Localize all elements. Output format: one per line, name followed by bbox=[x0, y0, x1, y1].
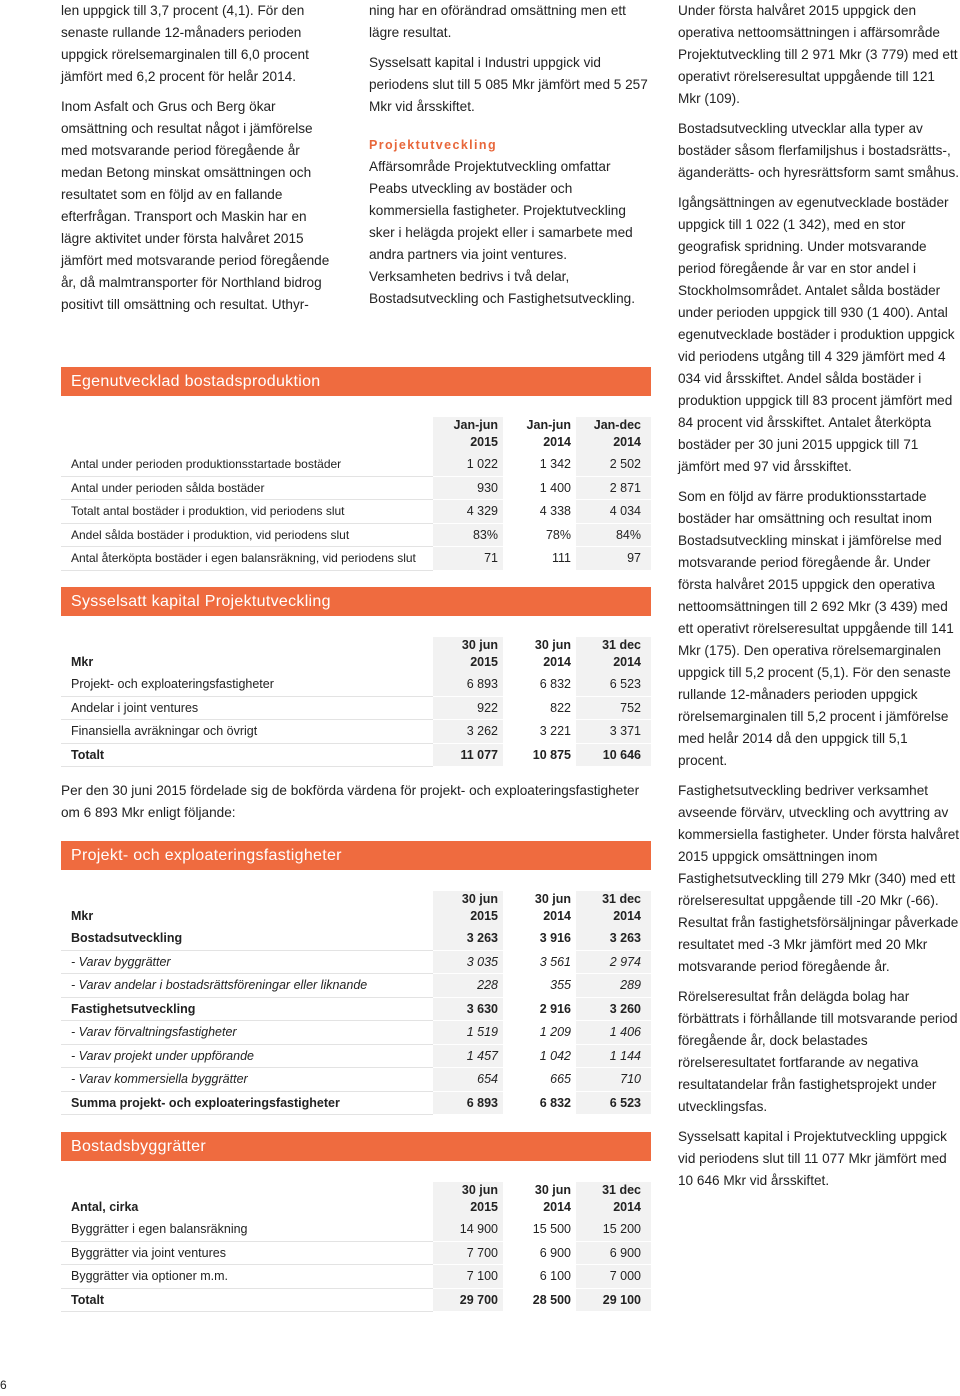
table-cell: 2 974 bbox=[576, 950, 651, 974]
table-projekt-exploateringsfastigheter bbox=[61, 841, 651, 1115]
row-label: Antal återköpta bostäder i egen balansräkning, vid periodens slut bbox=[61, 547, 433, 571]
table-cell: 1 519 bbox=[433, 1021, 503, 1045]
table-row bbox=[61, 1021, 651, 1045]
column-header: 30 jun 2014 bbox=[503, 1182, 576, 1218]
table-cell: 710 bbox=[576, 1068, 651, 1092]
paragraph: Affärsområde Projektutveckling omfattar Peabs utveckling av bostäder och kommersiella fastigheter. Projektutveckling sker i helägda projekt eller i samarbete med andra partners via joint ventures. Verksamheten bedrivs i två delar, Bostadsutveckling och Fastighetsutveckling. bbox=[369, 159, 635, 306]
table-cell: 7 000 bbox=[576, 1265, 651, 1289]
table-cell: 1 457 bbox=[433, 1044, 503, 1068]
table-bostadsbyggratter bbox=[61, 1132, 651, 1312]
table-row bbox=[61, 997, 651, 1021]
paragraph: Under första halvåret 2015 uppgick den operativa nettoomsättningen i affärsområde Projektutveckling till 2 971 Mkr (3 779) med ett operativt rörelseresultat uppgående till 121 Mkr (109). bbox=[678, 3, 958, 106]
table-cell: 29 100 bbox=[576, 1288, 651, 1312]
table-cell: 930 bbox=[433, 476, 503, 500]
table-cell: 2 502 bbox=[576, 453, 651, 476]
table-row bbox=[61, 523, 651, 547]
text-column-1 bbox=[61, 0, 339, 324]
table-cell: 14 900 bbox=[433, 1218, 503, 1241]
paragraph: ning har en oförändrad omsättning men ett lägre resultat. bbox=[369, 3, 626, 40]
table-row bbox=[61, 673, 651, 696]
row-label: - Varav kommersiella byggrätter bbox=[61, 1068, 433, 1092]
table-row bbox=[61, 476, 651, 500]
table-header-row bbox=[61, 891, 651, 927]
table-cell: 6 893 bbox=[433, 1091, 503, 1115]
table-cell: 752 bbox=[576, 696, 651, 720]
table-cell: 2 871 bbox=[576, 476, 651, 500]
paragraph: Sysselsatt kapital i Industri uppgick vid periodens slut till 5 085 Mkr jämfört med 5 257 Mkr vid årsskiftet. bbox=[369, 55, 648, 114]
table-cell: 7 700 bbox=[433, 1241, 503, 1265]
table-row bbox=[61, 927, 651, 950]
paragraph: Inom Asfalt och Grus och Berg ökar omsättning och resultat något i jämförelse med motsvarande period föregående år medan Betong minskat omsättningen och resultatet som en följd av en fallande efterfrågan. Transport och Maskin har en lägre aktivitet under första halvåret 2015 jämfört med motsvarande period föregående år, då malmtransporter för Northland bidrog positivt till omsättning och resultat. Uthyr- bbox=[61, 99, 330, 312]
column-header: Jan-dec 2014 bbox=[576, 417, 651, 453]
page-number: 6 bbox=[0, 1378, 7, 1392]
table-row bbox=[61, 1068, 651, 1092]
table-row bbox=[61, 974, 651, 998]
row-label: Andelar i joint ventures bbox=[61, 696, 433, 720]
table-row bbox=[61, 696, 651, 720]
table-cell: 1 144 bbox=[576, 1044, 651, 1068]
table-row bbox=[61, 743, 651, 767]
table-cell: 10 646 bbox=[576, 743, 651, 767]
table-cell: 4 034 bbox=[576, 500, 651, 524]
table-cell: 29 700 bbox=[433, 1288, 503, 1312]
table-cell: 2 916 bbox=[503, 997, 576, 1021]
column-header: 31 dec 2014 bbox=[576, 637, 651, 673]
table-header-row bbox=[61, 417, 651, 453]
table-cell: 3 263 bbox=[433, 927, 503, 950]
table-row bbox=[61, 547, 651, 571]
table-cell: 3 371 bbox=[576, 720, 651, 744]
table-row bbox=[61, 453, 651, 476]
row-label: - Varav byggrätter bbox=[61, 950, 433, 974]
row-label: Finansiella avräkningar och övrigt bbox=[61, 720, 433, 744]
text-column-2 bbox=[369, 0, 652, 318]
paragraph: Som en följd av färre produktionsstartade bostäder har omsättning och resultat inom Bostadsutveckling minskat i jämförelse med motsvarande period föregående år. Under första halvåret 2015 uppgick den operativa nettoomsättningen till 2 692 Mkr (3 439) med ett operativt rörelseresultat uppgående till 141 Mkr (175). Den operativa rörelsemarginalen uppgick till 5,2 procent (5,1). För den senaste rullande 12-månaders perioden uppgick rörelsemarginalen till 5,2 procent i jämförelse med helår 2014 då den uppgick till 5,1 procent. bbox=[678, 489, 954, 768]
column-header-label: Antal, cirka bbox=[61, 1182, 433, 1218]
row-label: Projekt- och exploateringsfastigheter bbox=[61, 673, 433, 696]
table-cell: 822 bbox=[503, 696, 576, 720]
table-row bbox=[61, 720, 651, 744]
column-header-label bbox=[61, 417, 433, 453]
table-cell: 1 209 bbox=[503, 1021, 576, 1045]
table-cell: 71 bbox=[433, 547, 503, 571]
table-cell: 1 406 bbox=[576, 1021, 651, 1045]
paragraph: Sysselsatt kapital i Projektutveckling uppgick vid periodens slut till 11 077 Mkr jämfört med 10 646 Mkr vid årsskiftet. bbox=[678, 1129, 947, 1188]
table-cell: 83% bbox=[433, 523, 503, 547]
table-row bbox=[61, 1091, 651, 1115]
table-cell: 1 022 bbox=[433, 453, 503, 476]
column-header: 30 jun 2015 bbox=[433, 891, 503, 927]
table-cell: 3 035 bbox=[433, 950, 503, 974]
table-cell: 6 832 bbox=[503, 673, 576, 696]
table-cell: 84% bbox=[576, 523, 651, 547]
table-cell: 6 523 bbox=[576, 673, 651, 696]
row-label: Summa projekt- och exploateringsfastigheter bbox=[61, 1091, 433, 1115]
table-cell: 228 bbox=[433, 974, 503, 998]
table-cell: 1 342 bbox=[503, 453, 576, 476]
table-cell: 3 561 bbox=[503, 950, 576, 974]
table-row bbox=[61, 500, 651, 524]
table-cell: 6 900 bbox=[576, 1241, 651, 1265]
table-row bbox=[61, 1241, 651, 1265]
table-cell: 3 260 bbox=[576, 997, 651, 1021]
table-header-row bbox=[61, 1182, 651, 1218]
table-title: Projekt- och exploateringsfastigheter bbox=[61, 841, 651, 870]
paragraph: Fastighetsutveckling bedriver verksamhet avseende förvärv, utveckling och avyttring av kommersiella fastigheter. Under första halvåret 2015 uppgick omsättningen inom Fastighetsutveckling till 279 Mkr (340) med ett rörelseresultat uppgående till -20 Mkr (-66). Resultat från fastighetsförsäljningar påverkade resultatet med -3 Mkr jämfört med 20 Mkr motsvarande period föregående år. bbox=[678, 783, 960, 974]
row-label: Antal under perioden sålda bostäder bbox=[61, 476, 433, 500]
row-label: Antal under perioden produktionsstartade bostäder bbox=[61, 453, 433, 476]
table-cell: 15 500 bbox=[503, 1218, 576, 1241]
section-subheading: Projektutveckling bbox=[369, 138, 497, 152]
table-cell: 7 100 bbox=[433, 1265, 503, 1289]
table-cell: 6 832 bbox=[503, 1091, 576, 1115]
table-cell: 15 200 bbox=[576, 1218, 651, 1241]
row-label: Fastighetsutveckling bbox=[61, 997, 433, 1021]
table-cell: 4 329 bbox=[433, 500, 503, 524]
table-cell: 6 893 bbox=[433, 673, 503, 696]
table-cell: 6 900 bbox=[503, 1241, 576, 1265]
table-title: Sysselsatt kapital Projektutveckling bbox=[61, 587, 651, 616]
table-cell: 111 bbox=[503, 547, 576, 571]
column-header: Jan-jun 2014 bbox=[503, 417, 576, 453]
table-row bbox=[61, 1044, 651, 1068]
column-header: 30 jun 2014 bbox=[503, 891, 576, 927]
table-cell: 4 338 bbox=[503, 500, 576, 524]
table-cell: 1 400 bbox=[503, 476, 576, 500]
table-cell: 665 bbox=[503, 1068, 576, 1092]
column-header-label: Mkr bbox=[61, 891, 433, 927]
data-table bbox=[61, 1182, 651, 1312]
row-label: Totalt bbox=[61, 743, 433, 767]
column-header: 31 dec 2014 bbox=[576, 891, 651, 927]
paragraph: Rörelseresultat från delägda bolag har förbättrats i förhållande till motsvarande period föregående år, dock belastades rörelseresultatet fortfarande av negativa resultatandelar från fastighetsprojekt under utvecklingsfas. bbox=[678, 989, 958, 1114]
table-row bbox=[61, 1265, 651, 1289]
table-cell: 28 500 bbox=[503, 1288, 576, 1312]
table-row bbox=[61, 950, 651, 974]
column-header: 31 dec 2014 bbox=[576, 1182, 651, 1218]
paragraph: Per den 30 juni 2015 fördelade sig de bokförda värdena för projekt- och exploateringsfastigheter om 6 893 Mkr enligt följande: bbox=[61, 783, 640, 820]
table-cell: 78% bbox=[503, 523, 576, 547]
table-cell: 3 263 bbox=[576, 927, 651, 950]
row-label: Byggrätter via joint ventures bbox=[61, 1241, 433, 1265]
table-cell: 654 bbox=[433, 1068, 503, 1092]
table-header-row bbox=[61, 637, 651, 673]
paragraph: Bostadsutveckling utvecklar alla typer av bostäder såsom flerfamiljshus i bostadsrätts-, äganderätts- och hyresrättsform samt småhus. bbox=[678, 121, 960, 180]
data-table bbox=[61, 637, 651, 767]
data-table bbox=[61, 417, 651, 571]
row-label: Byggrätter i egen balansräkning bbox=[61, 1218, 433, 1241]
table-cell: 922 bbox=[433, 696, 503, 720]
row-label: Bostadsutveckling bbox=[61, 927, 433, 950]
row-label: - Varav projekt under uppförande bbox=[61, 1044, 433, 1068]
table-cell: 6 100 bbox=[503, 1265, 576, 1289]
row-label: Totalt antal bostäder i produktion, vid periodens slut bbox=[61, 500, 433, 524]
table-cell: 6 523 bbox=[576, 1091, 651, 1115]
table-title: Bostadsbyggrätter bbox=[61, 1132, 651, 1161]
column-header: 30 jun 2015 bbox=[433, 1182, 503, 1218]
column-header-label: Mkr bbox=[61, 637, 433, 673]
paragraph: Igångsättningen av egenutvecklade bostäder uppgick till 1 022 (1 342), med en stor geografisk spridning. Under motsvarande period föregående år var en stor andel i Stockholmsområdet. Antalet sålda bostäder under perioden uppgick till 930 (1 400). Antal egenutvecklade bostäder i produktion uppgick vid periodens utgång till 4 329 jämfört med 4 034 vid årsskiftet. Andel sålda bostäder i produktion uppgick till 83 procent jämfört med 84 procent vid årsskiftet. Antalet återköpta bostäder per 30 juni 2015 uppgick till 71 jämfört med 97 vid årsskiftet. bbox=[678, 195, 955, 474]
data-table bbox=[61, 891, 651, 1115]
text-column-3 bbox=[678, 0, 960, 1200]
table-cell: 3 916 bbox=[503, 927, 576, 950]
paragraph: len uppgick till 3,7 procent (4,1). För den senaste rullande 12-månaders perioden uppgick rörelsemarginalen till 6,0 procent jämfört med 6,2 procent för helår 2014. bbox=[61, 3, 309, 84]
table-cell: 3 630 bbox=[433, 997, 503, 1021]
row-label: Totalt bbox=[61, 1288, 433, 1312]
table-egenutvecklad-bostadsproduktion bbox=[61, 367, 651, 571]
table-cell: 3 262 bbox=[433, 720, 503, 744]
table-cell: 355 bbox=[503, 974, 576, 998]
table-cell: 10 875 bbox=[503, 743, 576, 767]
table-title: Egenutvecklad bostadsproduktion bbox=[61, 367, 651, 396]
table-cell: 11 077 bbox=[433, 743, 503, 767]
table-sysselsatt-kapital bbox=[61, 587, 651, 767]
table-row bbox=[61, 1288, 651, 1312]
table-row bbox=[61, 1218, 651, 1241]
row-label: Andel sålda bostäder i produktion, vid periodens slut bbox=[61, 523, 433, 547]
row-label: - Varav förvaltningsfastigheter bbox=[61, 1021, 433, 1045]
column-header: 30 jun 2015 bbox=[433, 637, 503, 673]
table-cell: 3 221 bbox=[503, 720, 576, 744]
table-cell: 289 bbox=[576, 974, 651, 998]
column-header: Jan-jun 2015 bbox=[433, 417, 503, 453]
table-cell: 97 bbox=[576, 547, 651, 571]
row-label: - Varav andelar i bostadsrättsföreningar eller liknande bbox=[61, 974, 433, 998]
row-label: Byggrätter via optioner m.m. bbox=[61, 1265, 433, 1289]
table-cell: 1 042 bbox=[503, 1044, 576, 1068]
column-header: 30 jun 2014 bbox=[503, 637, 576, 673]
